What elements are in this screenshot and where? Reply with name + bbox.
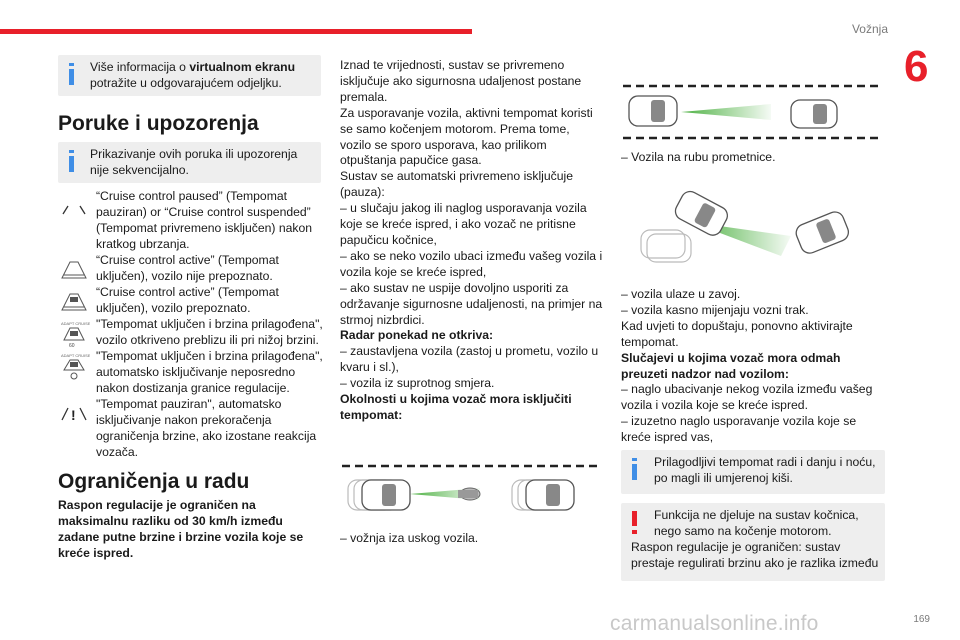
svg-text:ADAPT CRUISE: ADAPT CRUISE — [61, 353, 90, 358]
message-cruise-paused: “Cruise control paused” (Tempomat pauziran) or “Cruise control suspended” (Tempomat privremeno isključen) nakon kratkog ubrzanja. — [96, 189, 313, 251]
illustration-curve-lane-change — [621, 172, 885, 280]
warning-icon — [631, 511, 638, 535]
header-red-bar — [0, 29, 472, 34]
cruise-close-icon — [58, 318, 90, 348]
message-speed-limit-exceeded: "Tempomat pauziran", automatsko isključivanje nakon prekoračenja ograničenja brzine, ako izostane reakcija vozača. — [96, 397, 317, 459]
info-icon — [68, 150, 75, 172]
svg-text:ADAPT CRUISE: ADAPT CRUISE — [61, 321, 90, 326]
illustration-roadside-vehicles — [621, 76, 885, 144]
warning-text: Funkcija ne djeluje na sustav kočnica, nego samo na kočenje motorom. — [654, 508, 859, 538]
section-title: Vožnja — [851, 22, 888, 36]
chapter-number: 6 — [904, 42, 929, 91]
illustration-narrow-vehicle — [340, 452, 604, 524]
message-cruise-active-no-vehicle: “Cruise control active” (Tempomat uključen), vozilo nije prepoznato. — [96, 253, 279, 283]
column-3-text: – vozila ulaze u zavoj. – vozila kasno mijenjaju vozni trak. Kad uvjeti to dopuštaju, ponovno aktivirajte tempomat. Slučajevi u kojima vozač mora odmah preuzeti nadzor nad vozilom: – naglo ubacivanje nekog vozila između vašeg vozila i vozila koje se kreće ispred. – izuzetno naglo usporavanje vozila koje se kreće ispred vas, — [621, 287, 873, 445]
cruise-no-vehicle-icon — [58, 256, 90, 282]
svg-text:!: ! — [71, 407, 76, 423]
info-icon — [68, 63, 75, 85]
warning-exclamation-icon — [58, 398, 90, 426]
heading-limitations: Ograničenja u radu — [58, 470, 250, 493]
warning-text-2: Raspon regulacije je ograničen: sustav prestaje regulirati brzinu ako je razlika između — [631, 540, 879, 570]
info-icon — [631, 458, 638, 480]
message-regulation-limit: "Tempomat uključen i brzina prilagođena", automatsko isključivanje neposredno nakon dostizanja granice regulacije. — [96, 349, 323, 395]
page-number: 169 — [913, 614, 930, 625]
info-box-conditions — [621, 450, 885, 494]
cruise-paused-icon — [58, 192, 90, 224]
cruise-limit-icon — [58, 350, 90, 380]
heading-messages: Poruke i upozorenja — [58, 112, 259, 135]
limitations-text: Raspon regulacije je ograničen na maksimalnu razliku od 30 km/h između zadane putne brzine i brzine vozila koje se kreće ispred. — [58, 498, 304, 560]
info-box-virtual-screen — [58, 55, 321, 96]
warning-box-braking — [621, 503, 885, 581]
info-box-messages — [58, 142, 321, 183]
caption-roadside: – Vozila na rubu prometnice. — [621, 150, 776, 164]
watermark: carmanualsonline.info — [610, 612, 819, 635]
message-cruise-active-vehicle: “Cruise control active” (Tempomat uključen), vozilo prepoznato. — [96, 285, 279, 315]
caption-narrow-vehicle: – vožnja iza uskog vozila. — [340, 531, 479, 545]
info-text: Prilagodljivi tempomat radi i danju i noću, po magli ili umjerenoj kiši. — [654, 455, 876, 485]
info-text: Prikazivanje ovih poruka ili upozorenja nije sekvencijalno. — [90, 147, 298, 177]
svg-text:60: 60 — [69, 343, 75, 348]
cruise-vehicle-icon — [58, 288, 90, 314]
message-vehicle-too-close: "Tempomat uključen i brzina prilagođena", vozilo otkriveno preblizu ili pri nižoj brzini. — [96, 317, 323, 347]
info-text: Više informacija o virtualnom ekranu potražite u odgovarajućem odjeljku. — [90, 60, 296, 90]
column-2-text: Iznad te vrijednosti, sustav se privremeno isključuje ako sigurnosna udaljenost postane premala. Za usporavanje vozila, aktivni tempomat koristi se samo kočenjem motorom. Prema tome, vozilo se sporo usporava, kao prilikom otpuštanja papučice gasa. Sustav se automatski privremeno isključuje (pauza): – u slučaju jakog ili naglog usporavanja vozila koje se kreće ispred, i ako vozač ne pritisne papučicu kočnice, – ako se neko vozilo ubaci između vašeg vozila i vozila koje se kreće ispred, – ako sustav ne uspije dovoljno usporiti za održavanje sigurnosne udaljenosti, na primjer na strmoj nizbrdici. Radar ponekad ne otkriva: – zaustavljena vozila (zastoj u prometu, vozilo u kvaru i sl.), – vozila iz suprotnog smjera. Okolnosti u kojima vozač mora isključiti tempomat: — [340, 58, 603, 422]
